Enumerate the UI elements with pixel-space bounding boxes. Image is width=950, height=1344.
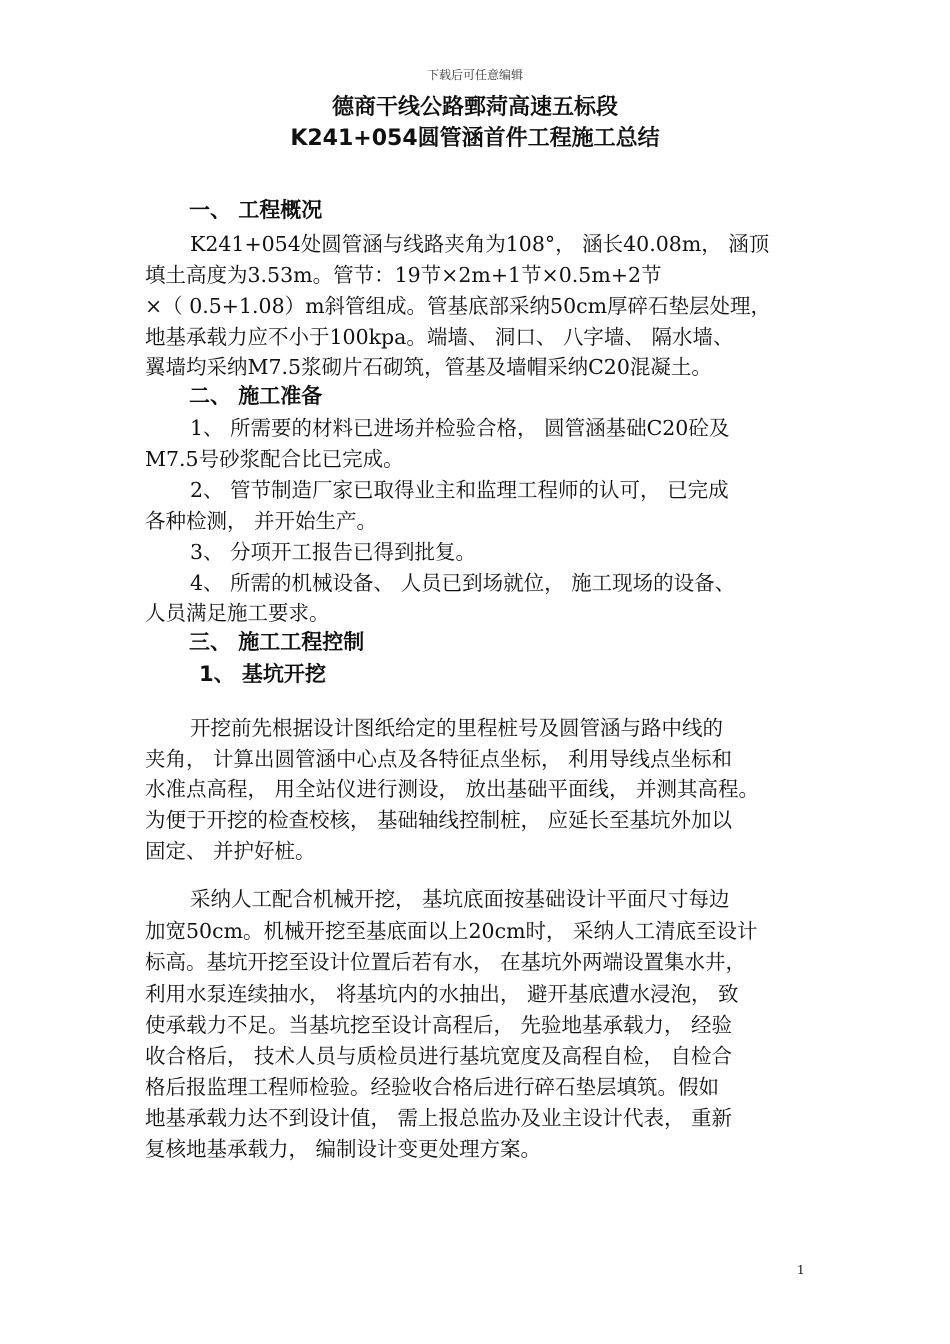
text-line: 人员满足施工要求。	[145, 601, 330, 625]
text-line: M7.5号砂浆配合比已完成。	[145, 447, 404, 471]
text-line: 采纳人工配合机械开挖， 基坑底面按基础设计平面尺寸每边	[190, 887, 730, 911]
section-heading-overview: 一、 工程概况	[189, 198, 323, 222]
text-line: 水准点高程， 用全站仪进行测设， 放出基础平面线， 并测其高程。	[145, 777, 760, 801]
document-title: 德商干线公路鄄菏高速五标段	[331, 95, 618, 120]
text-line: 为便于开挖的检查校核， 基础轴线控制桩， 应延长至基坑外加以	[145, 808, 733, 832]
text-line: 收合格后， 技术人员与质检员进行基坑宽度及高程自检， 自检合	[145, 1044, 733, 1068]
text-line: 使承载力不足。当基坑挖至设计高程后， 先验地基承载力， 经验	[145, 1013, 733, 1037]
text-line: 利用水泵连续抽水， 将基坑内的水抽出， 避开基底遭水浸泡， 致	[145, 982, 739, 1006]
text-line: 格后报监理工程师检验。经验收合格后进行碎石垫层填筑。假如	[145, 1075, 719, 1099]
header-note: 下载后可任意编辑	[426, 68, 523, 82]
text-line: 各种检测， 并开始生产。	[145, 509, 378, 533]
subsection-heading-excavation: 1、 基坑开挖	[199, 662, 326, 686]
text-line: 标高。基坑开挖至设计位置后若有水， 在基坑外两端设置集水井，	[145, 950, 747, 974]
text-line: 1、 所需要的材料已进场并检验合格， 圆管涵基础C20砼及	[190, 416, 730, 440]
page-number: 1	[797, 1263, 805, 1277]
section-heading-preparation: 二、 施工准备	[189, 384, 323, 408]
text-line: 复核地基承载力， 编制设计变更处理方案。	[145, 1137, 542, 1161]
text-line: 地基承载力应不小于100kpa。端墙、 洞口、 八字墙、 隔水墙、	[145, 325, 734, 349]
document-subtitle: K241+054圆管涵首件工程施工总结	[290, 126, 660, 151]
text-line: 加宽50cm。机械开挖至基底面以上20cm时， 采纳人工清底至设计	[145, 919, 758, 943]
text-line: 翼墙均采纳M7.5浆砌片石砌筑，管基及墙帽采纳C20混凝土。	[145, 355, 712, 379]
text-line: 填土高度为3.53m。管节：19节×2m+1节×0.5m+2节	[145, 263, 662, 287]
text-line: 4、 所需的机械设备、 人员已到场就位， 施工现场的设备、	[190, 571, 736, 595]
text-line: ×（ 0.5+1.08）m斜管组成。管基底部采纳50cm厚碎石垫层处理，	[145, 294, 772, 318]
text-line: 固定、 并护好桩。	[145, 839, 316, 863]
text-line: 开挖前先根据设计图纸给定的里程桩号及圆管涵与路中线的	[190, 716, 723, 740]
text-line: 2、 管节制造厂家已取得业主和监理工程师的认可， 已完成	[190, 478, 729, 502]
text-line: K241+054处圆管涵与线路夹角为108°， 涵长40.08m， 涵顶	[190, 232, 770, 256]
section-heading-control: 三、 施工工程控制	[189, 630, 365, 654]
text-line: 地基承载力达不到设计值， 需上报总监办及业主设计代表， 重新	[145, 1106, 733, 1130]
text-line: 3、 分项开工报告已得到批复。	[190, 540, 477, 564]
text-line: 夹角， 计算出圆管涵中心点及各特征点坐标， 利用导线点坐标和	[145, 747, 733, 771]
